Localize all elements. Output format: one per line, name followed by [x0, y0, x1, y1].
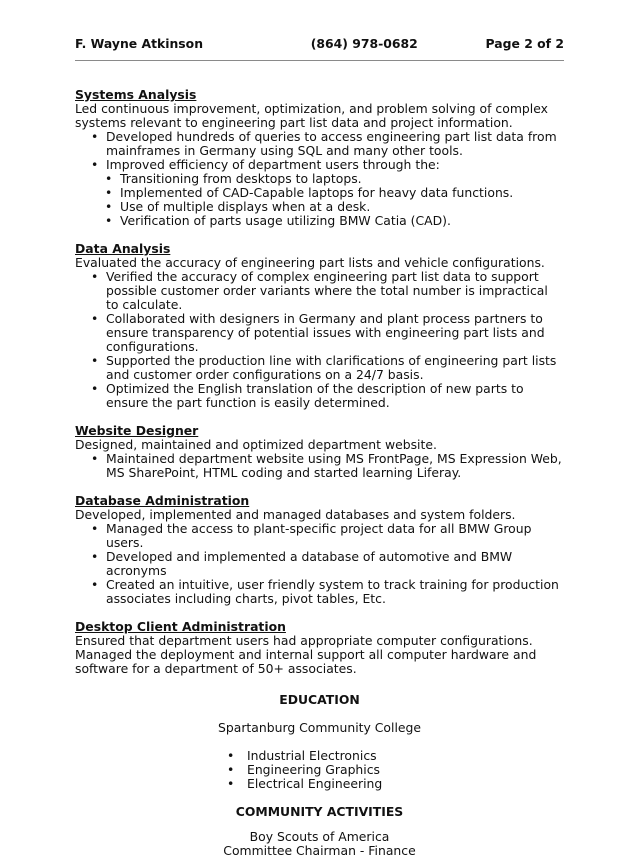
- list-item: • Engineering Graphics: [227, 763, 387, 777]
- list-item: • Transitioning from desktops to laptops.: [105, 172, 564, 186]
- list-item: • Verification of parts usage utilizing BMW Catia (CAD).: [105, 214, 564, 228]
- list-item: • Developed hundreds of queries to access engineering part list data from mainframes in Germany using SQL and many other tools.: [91, 130, 564, 158]
- bullet-list: [75, 522, 564, 606]
- header-page-number: Page 2 of 2: [485, 36, 564, 51]
- sub-bullet-list: [75, 172, 564, 228]
- section-database-administration: [75, 494, 564, 606]
- section-title: Desktop Client Administration: [75, 619, 286, 634]
- section-intro: Led continuous improvement, optimization, and problem solving of complex systems relevant to engineering part list data and project information.: [75, 101, 548, 130]
- section-title: Data Analysis: [75, 241, 171, 256]
- section-community-activities: [75, 805, 564, 858]
- header-name: F. Wayne Atkinson: [75, 36, 204, 51]
- section-education: [75, 693, 564, 791]
- bullet-list: [75, 130, 564, 172]
- education-title: EDUCATION: [279, 692, 360, 707]
- list-item: • Optimized the English translation of the description of new parts to ensure the part function is easily determined.: [91, 382, 564, 410]
- education-list: [227, 749, 387, 791]
- bullet-list: [75, 452, 564, 480]
- list-item: • Supported the production line with clarifications of engineering part lists and customer order configurations on a 24/7 basis.: [91, 354, 564, 382]
- community-role: Committee Chairman - Finance: [223, 843, 416, 858]
- list-item: • Improved efficiency of department users through the:: [91, 158, 564, 172]
- list-item: • Maintained department website using MS FrontPage, MS Expression Web, MS SharePoint, HTML coding and started learning Liferay.: [91, 452, 564, 480]
- community-org: Boy Scouts of America: [249, 829, 390, 844]
- resume-page: [75, 37, 564, 858]
- section-title: Website Designer: [75, 423, 199, 438]
- section-title: Systems Analysis: [75, 87, 197, 102]
- list-item: • Developed and implemented a database of automotive and BMW acronyms: [91, 550, 564, 578]
- list-item: • Collaborated with designers in Germany and plant process partners to ensure transparency of potential issues with engineering part lists and configurations.: [91, 312, 564, 354]
- list-item: • Managed the access to plant-specific project data for all BMW Group users.: [91, 522, 564, 550]
- section-intro: Evaluated the accuracy of engineering part lists and vehicle configurations.: [75, 255, 545, 270]
- section-desktop-client-administration: [75, 620, 564, 676]
- list-item: • Created an intuitive, user friendly system to track training for production associates including charts, pivot tables, Etc.: [91, 578, 564, 606]
- school-name: Spartanburg Community College: [218, 720, 421, 735]
- bullet-list: [75, 270, 564, 410]
- section-title: Database Administration: [75, 493, 250, 508]
- list-item: • Verified the accuracy of complex engineering part list data to support possible customer order variants where the total number is impractical to calculate.: [91, 270, 564, 312]
- page-header: [75, 37, 564, 53]
- header-phone: (864) 978-0682: [310, 36, 418, 51]
- community-title: COMMUNITY ACTIVITIES: [235, 804, 404, 819]
- section-intro: Developed, implemented and managed databases and system folders.: [75, 507, 516, 522]
- list-item: • Industrial Electronics: [227, 749, 387, 763]
- list-item: • Use of multiple displays when at a desk.: [105, 200, 564, 214]
- section-systems-analysis: [75, 88, 564, 228]
- list-item: • Implemented of CAD-Capable laptops for heavy data functions.: [105, 186, 564, 200]
- section-intro: Designed, maintained and optimized department website.: [75, 437, 437, 452]
- section-data-analysis: [75, 242, 564, 410]
- list-item: • Electrical Engineering: [227, 777, 387, 791]
- section-intro: Ensured that department users had appropriate computer configurations. Managed the deployment and internal support all computer hardware and software for a department of 50+ associates.: [75, 633, 537, 676]
- section-website-designer: [75, 424, 564, 480]
